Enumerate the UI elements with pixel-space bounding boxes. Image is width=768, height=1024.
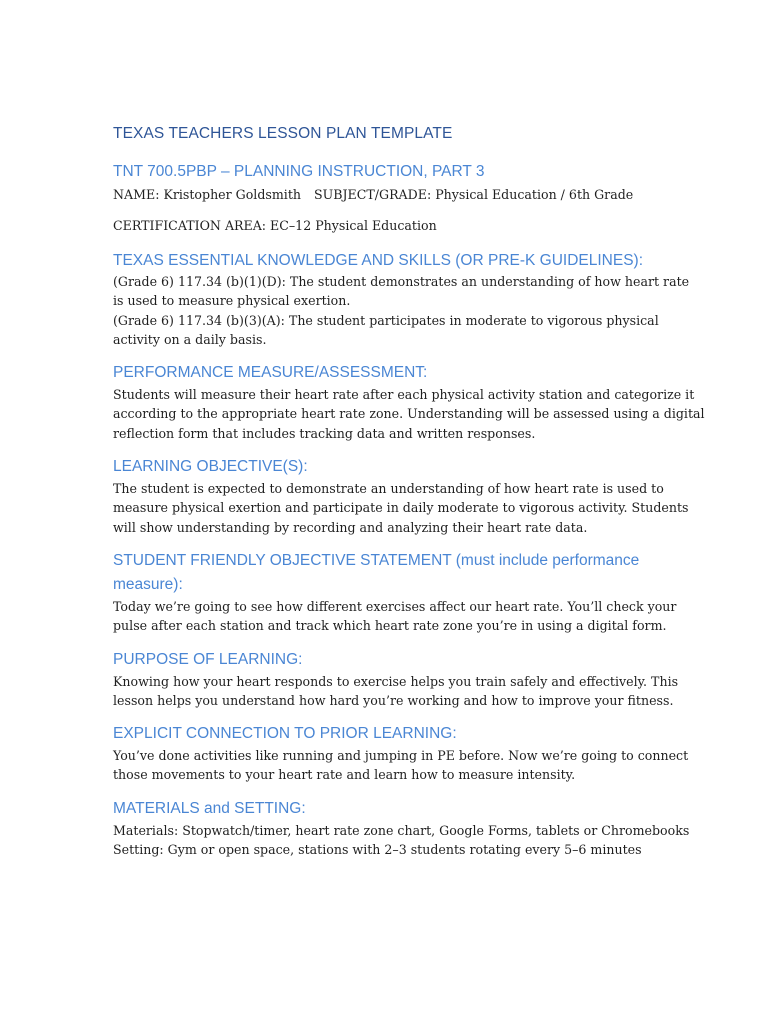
heading-teks: TEXAS ESSENTIAL KNOWLEDGE AND SKILLS (OR PRE-K GUIDELINES): (113, 252, 644, 269)
certification-area: CERTIFICATION AREA: EC–12 Physical Education (113, 218, 437, 233)
materials-paragraph: Materials: Stopwatch/timer, heart rate zone chart, Google Forms, tablets or Chromebooks Setting: Gym or open space, stations with 2–3 students rotating every 5–6 minutes (113, 823, 690, 858)
heading-student-friendly-line2: measure): (113, 576, 183, 593)
heading-student-friendly-line1: STUDENT FRIENDLY OBJECTIVE STATEMENT (must include performance (113, 552, 640, 569)
document-title: TEXAS TEACHERS LESSON PLAN TEMPLATE (113, 125, 453, 142)
purpose-paragraph: Knowing how your heart responds to exercise helps you train safely and effectively. This lesson helps you understand how hard you’re working and how to improve your fitness. (113, 674, 679, 709)
heading-purpose: PURPOSE OF LEARNING: (113, 651, 303, 668)
student-friendly-paragraph: Today we’re going to see how different exercises affect our heart rate. You’ll check your pulse after each station and track which heart rate zone you’re in using a digital form. (113, 599, 677, 634)
name-subject-row (113, 185, 634, 204)
subject-grade: SUBJECT/GRADE: Physical Education / 6th Grade (314, 187, 634, 202)
heading-materials: MATERIALS and SETTING: (113, 800, 306, 817)
heading-objectives: LEARNING OBJECTIVE(S): (113, 458, 308, 475)
prior-learning-paragraph: You’ve done activities like running and jumping in PE before. Now we’re going to connect those movements to your heart rate and learn how to measure intensity. (113, 748, 689, 783)
teacher-name: NAME: Kristopher Goldsmith (113, 187, 301, 202)
objectives-paragraph: The student is expected to demonstrate an understanding of how heart rate is used to measure physical exertion and participate in daily moderate to vigorous activity. Students will show understanding by recording and analyzing their heart rate data. (113, 481, 689, 535)
teks-paragraph: (Grade 6) 117.34 (b)(1)(D): The student demonstrates an understanding of how heart rate is used to measure physical exertion. (Grade 6) 117.34 (b)(3)(A): The student participates in moderate to vigorous physical activity on a daily basis. (113, 274, 690, 347)
heading-prior-learning: EXPLICIT CONNECTION TO PRIOR LEARNING: (113, 725, 457, 742)
section-title-planning: TNT 700.5PBP – PLANNING INSTRUCTION, PART 3 (113, 163, 485, 180)
performance-paragraph: Students will measure their heart rate after each physical activity station and categorize it according to the appropriate heart rate zone. Understanding will be assessed using a digital reflection form that includes tracking data and written responses. (113, 387, 705, 441)
heading-performance: PERFORMANCE MEASURE/ASSESSMENT: (113, 364, 428, 381)
